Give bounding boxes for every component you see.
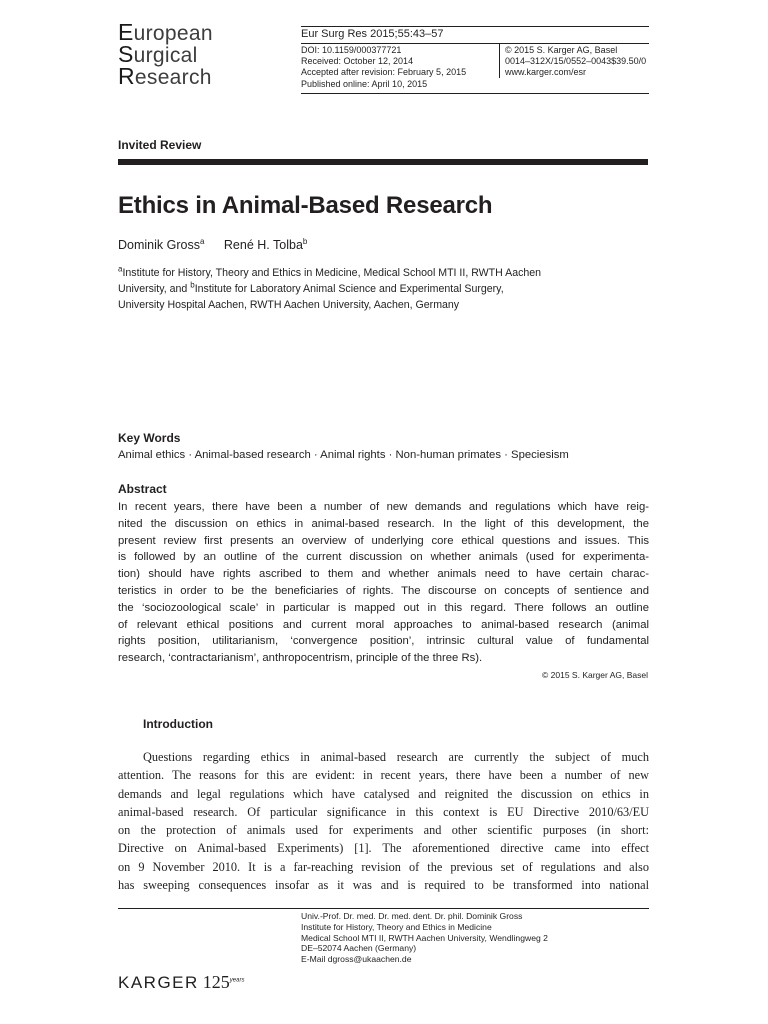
article-type: Invited Review: [118, 138, 202, 152]
abstract-line: tion) should have rights ascribed to them and whether animals need to have certain charac-: [118, 568, 649, 581]
header-rule-mid: [301, 43, 649, 44]
corr-email[interactable]: E-Mail dgross@ukaachen.de: [301, 954, 412, 965]
footer-rule: [118, 908, 649, 909]
abstract-line: of relevant ethical positions and current moral approaches to animal-based research (animal: [118, 618, 649, 631]
publisher-info: [505, 45, 646, 79]
journal-logo-line: Research: [118, 63, 212, 89]
title-rule: [118, 159, 648, 165]
body-line: demands and legal regulations which have catalysed and reignited the discussion on ethics in: [118, 786, 649, 801]
corr-line: DE–52074 Aachen (Germany): [301, 943, 417, 954]
journal-logo: [118, 19, 213, 89]
karger-wordmark: KARGER: [118, 973, 199, 992]
published-date: Published online: April 10, 2015: [301, 78, 428, 89]
received-date: Received: October 12, 2014: [301, 56, 414, 67]
abstract-line: nited the discussion on ethics in animal-based research. In the light of this development, the: [118, 517, 649, 530]
introduction-heading: Introduction: [143, 717, 213, 731]
abstract-line: teristics in order to be the beneficiaries of rights. The discourse on concepts of sentience and: [118, 584, 649, 597]
abstract-line: is followed by an outline of the current discussion on whether animals (used for experimenta-: [118, 551, 649, 564]
karger-logo: [118, 972, 244, 993]
body-line: has sweeping consequences insofar as it was and is required to be transformed into national: [118, 878, 649, 893]
abstract-line: rights position, utilitarianism, ‘convergence position’, intrinsic cultural value of fundamental: [118, 635, 649, 648]
body-line: Questions regarding ethics in animal-based research are currently the subject of much: [143, 750, 649, 764]
authors: [118, 238, 307, 252]
abstract-body: [118, 499, 649, 667]
keywords-list: Animal ethics · Animal-based research · Animal rights · Non-human primates · Speciesism: [118, 449, 569, 461]
correspondence-address: [301, 911, 548, 965]
author-name: Dominik Gross: [118, 238, 200, 252]
corr-line: Institute for History, Theory and Ethics in Medicine: [301, 921, 492, 932]
doi[interactable]: DOI: 10.1159/000377721: [301, 45, 402, 55]
journal-url[interactable]: www.karger.com/esr: [505, 67, 587, 78]
introduction-body: [118, 748, 649, 894]
author-affil-mark: a: [199, 236, 205, 246]
body-line: on the protection of animals used for experiments and other scientific purposes (in short:: [118, 823, 649, 838]
author-affil-mark: b: [302, 236, 308, 246]
article-title: Ethics in Animal-Based Research: [118, 192, 493, 219]
body-line: Directive on Animal-based Experiments) [1]. The aforementioned directive came into effect: [118, 841, 649, 856]
body-line: animal-based research. Of particular significance in this context is EU Directive 2010/63/EU: [118, 804, 649, 819]
abstract-line: research, ‘contractarianism’, anthropocentrism, principle of the three Rs).: [118, 652, 483, 665]
journal-citation: Eur Surg Res 2015;55:43–57: [301, 28, 444, 40]
header-rule-top: [301, 26, 649, 27]
corr-line: Univ.-Prof. Dr. med. Dr. med. dent. Dr. phil. Dominik Gross: [301, 911, 523, 921]
header-rule-bottom: [301, 93, 649, 94]
karger-anniversary: 125: [202, 972, 230, 992]
journal-logo-line: Surgical: [118, 41, 198, 67]
header-rule-divider: [499, 43, 500, 78]
abstract-copyright: © 2015 S. Karger AG, Basel: [542, 670, 648, 680]
author-name: René H. Tolba: [223, 238, 303, 252]
karger-anniversary-sub: years: [229, 977, 245, 984]
accepted-date: Accepted after revision: February 5, 2015: [301, 67, 467, 78]
copyright-line: © 2015 S. Karger AG, Basel: [505, 45, 618, 55]
body-line: on 9 November 2010. It is a far-reaching revision of the previous set of regulations and also: [118, 859, 649, 874]
abstract-line: the ‘sociozoological scale’ in particular is mapped out in this regard. There follows an outline: [118, 601, 649, 614]
issn-line: 0014–312X/15/0552–0043$39.50/0: [505, 56, 647, 67]
keywords-heading: Key Words: [118, 431, 181, 445]
abstract-line: present review first presents an overview of underlying core ethical questions and issues. This: [118, 534, 649, 547]
article-dates: [301, 45, 466, 90]
body-line: attention. The reasons for this are evident: in recent years, there have been a number of new: [118, 768, 649, 783]
affiliations: $^a$Institute for History, Theory and Ethics in Medicine, Medical School MTI II, RWTH Aachen University, and $^b$Institute for Laboratory Animal Science and Experimental Surgery, University Hospital Aachen, RWTH Aachen University, Aachen, Germany: [118, 264, 542, 311]
abstract-line: In recent years, there have been a number of new demands and regulations which have reig-: [118, 501, 649, 513]
corr-line: Medical School MTI II, RWTH Aachen University, Wendlingweg 2: [301, 932, 548, 943]
journal-logo-line: European: [118, 19, 213, 45]
abstract-heading: Abstract: [118, 482, 167, 496]
